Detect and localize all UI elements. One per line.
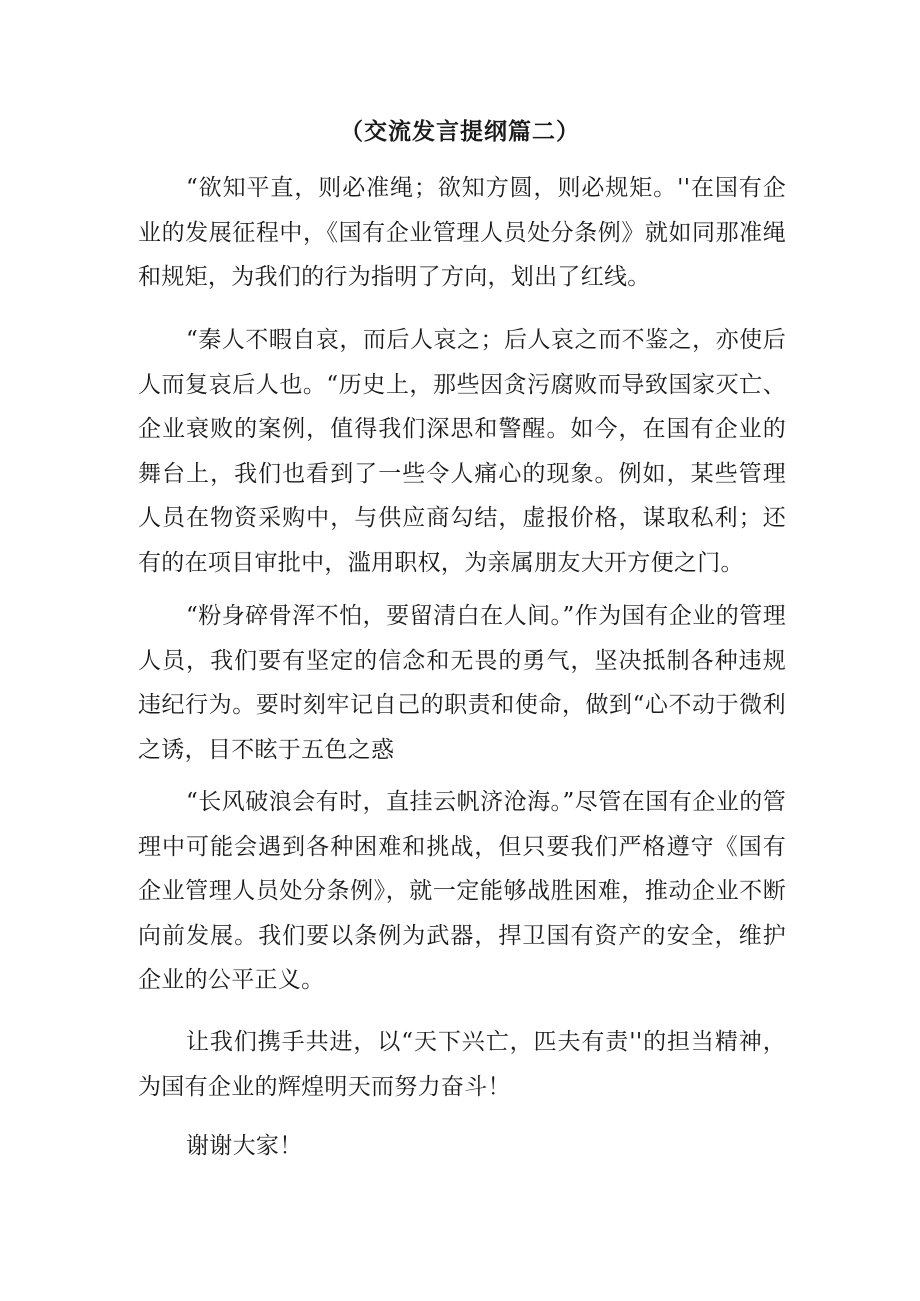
paragraph-perseverance: “长风破浪会有时，直挂云帆济沧海。”尽管在国有企业的管理中可能会遇到各种困难和挑战，但只要我们严格遵守《国有企业管理人员处分条例》，就一定能够战胜困难，推动企业不断向前发展。我们要以条例为武器，捍卫国有资产的安全，维护企业的公平正义。 — [138, 789, 786, 993]
paragraph-thanks: 谢谢大家！ — [186, 1133, 303, 1159]
document-title: （交流发言提纲篇二） — [340, 118, 580, 145]
paragraph-history: “秦人不暇自哀，而后人哀之；后人哀之而不鉴之，亦使后人而复哀后人也。“历史上，那些因贪污腐败而导致国家灭亡、企业衰败的案例，值得我们深思和警醒。如今，在国有企业的舞台上，我们也看到了一些令人痛心的现象。例如，某些管理人员在物资采购中，与供应商勾结，虚报价格，谋取私利；还有的在项目审批中，滥用职权，为亲属朋友大开方便之门。 — [138, 327, 786, 576]
paragraph-integrity: “粉身碎骨浑不怕，要留清白在人间。”作为国有企业的管理人员，我们要有坚定的信念和无畏的勇气，坚决抵制各种违规违纪行为。要时刻牢记自己的职责和使命，做到“心不动于微利之诱，目不眩于五色之惑 — [138, 603, 786, 763]
paragraph-call-to-action: 让我们携手共进，以“天下兴亡，匹夫有责''的担当精神，为国有企业的辉煌明天而努力奋斗！ — [138, 1029, 786, 1100]
paragraph-intro: “欲知平直，则必准绳；欲知方圆，则必规矩。''在国有企业的发展征程中，《国有企业管理人员处分条例》就如同那准绳和规矩，为我们的行为指明了方向，划出了红线。 — [138, 175, 786, 290]
